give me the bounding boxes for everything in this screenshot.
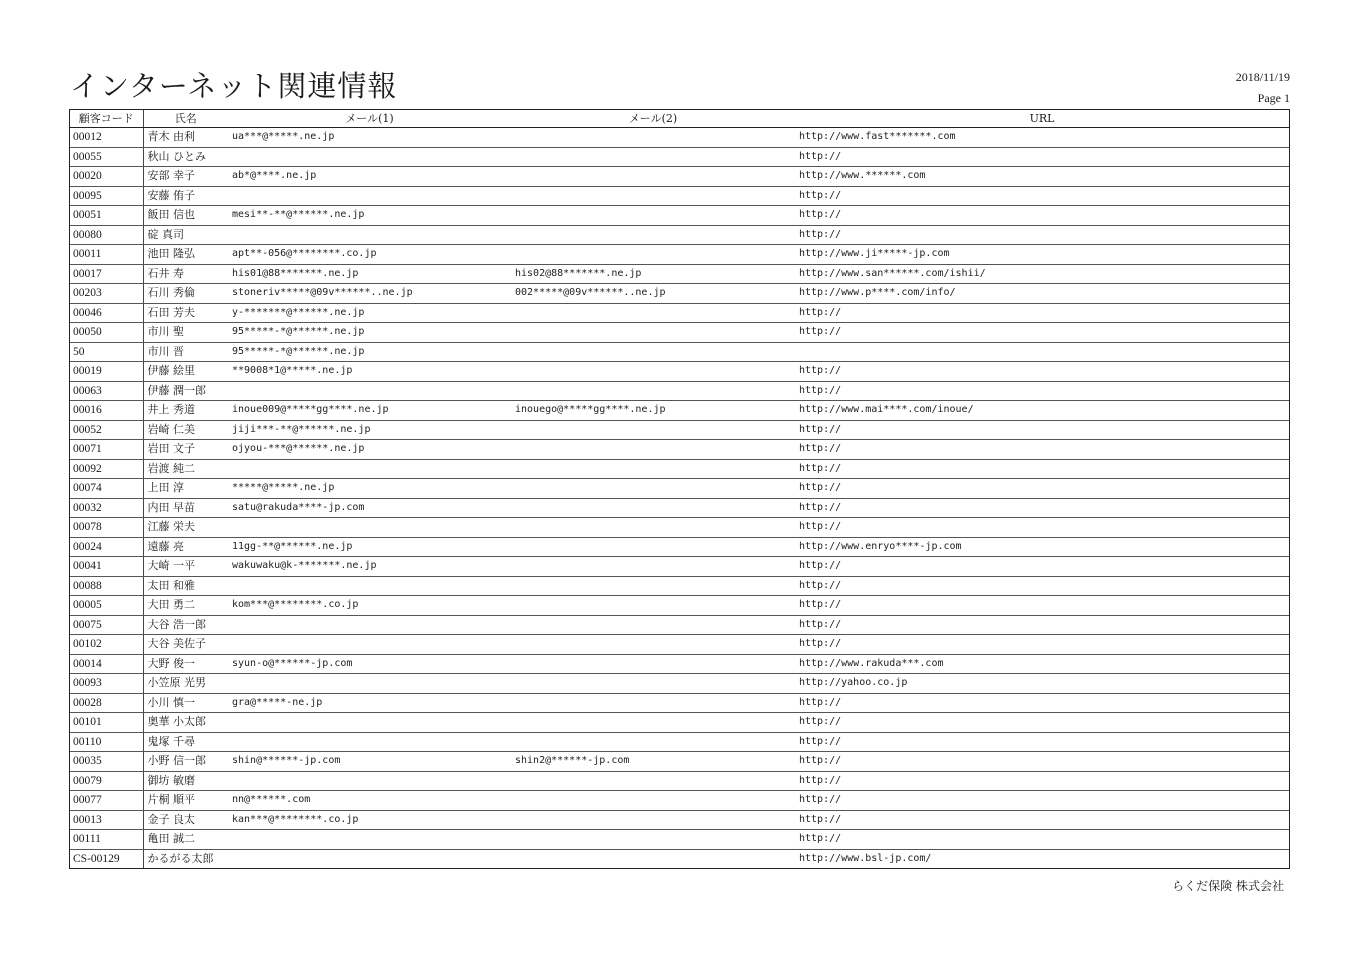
customer-name-cell: 岩崎 仁美	[143, 420, 228, 440]
customer-code-cell: 00110	[70, 732, 143, 752]
email1-cell	[228, 732, 511, 752]
url-cell: http://www.ji*****-jp.com	[795, 245, 1289, 265]
customer-code-cell: 00203	[70, 284, 143, 304]
customer-name-cell: 大野 俊一	[143, 654, 228, 674]
customer-code-cell: 00071	[70, 440, 143, 460]
url-cell: http://www.enryo****-jp.com	[795, 537, 1289, 557]
email1-cell: mesi**-**@******.ne.jp	[228, 206, 511, 226]
customer-code-cell: 00101	[70, 713, 143, 733]
customer-name-cell: 市川 聖	[143, 323, 228, 343]
customer-code-cell: 00088	[70, 576, 143, 596]
email2-cell: 002*****@09v******..ne.jp	[511, 284, 795, 304]
email1-cell: 11gg-**@******.ne.jp	[228, 537, 511, 557]
email1-cell	[228, 186, 511, 206]
url-cell: http://	[795, 830, 1289, 850]
table-row	[70, 615, 1289, 635]
url-cell: http://	[795, 518, 1289, 538]
page-number: Page 1	[1257, 91, 1290, 105]
table-body	[70, 128, 1289, 869]
table-row	[70, 537, 1289, 557]
customer-code-cell: 00051	[70, 206, 143, 226]
email2-cell	[511, 225, 795, 245]
email2-cell	[511, 537, 795, 557]
table-row	[70, 186, 1289, 206]
url-cell: http://	[795, 303, 1289, 323]
url-cell: http://www.rakuda***.com	[795, 654, 1289, 674]
email2-cell	[511, 732, 795, 752]
customer-code-cell: 00095	[70, 186, 143, 206]
customer-code-cell: 00077	[70, 791, 143, 811]
customer-code-cell: 00005	[70, 596, 143, 616]
email1-cell: apt**-056@********.co.jp	[228, 245, 511, 265]
email2-cell	[511, 323, 795, 343]
customer-code-cell: 00078	[70, 518, 143, 538]
table-row	[70, 518, 1289, 538]
url-cell: http://www.san******.com/ishii/	[795, 264, 1289, 284]
url-cell: http://	[795, 791, 1289, 811]
email2-cell	[511, 557, 795, 577]
table-row	[70, 830, 1289, 850]
table-row	[70, 732, 1289, 752]
customer-name-cell: 石田 芳夫	[143, 303, 228, 323]
table-row	[70, 771, 1289, 791]
url-cell: http://	[795, 459, 1289, 479]
customer-name-cell: 井上 秀道	[143, 401, 228, 421]
email2-cell	[511, 342, 795, 362]
email2-cell	[511, 830, 795, 850]
customer-name-cell: 上田 淳	[143, 479, 228, 499]
email1-cell: syun-o@******-jp.com	[228, 654, 511, 674]
customer-code-cell: 00019	[70, 362, 143, 382]
email1-cell	[228, 576, 511, 596]
email1-cell: stoneriv*****@09v******..ne.jp	[228, 284, 511, 304]
customer-code-cell: 00032	[70, 498, 143, 518]
customer-code-cell: 00041	[70, 557, 143, 577]
email1-cell	[228, 674, 511, 694]
url-cell: http://	[795, 713, 1289, 733]
customer-code-cell: 00093	[70, 674, 143, 694]
customer-name-cell: 池田 隆弘	[143, 245, 228, 265]
column-header-mail2: メール(2)	[511, 110, 795, 128]
customer-code-cell: 00074	[70, 479, 143, 499]
url-cell: http://www.******.com	[795, 167, 1289, 187]
email2-cell	[511, 245, 795, 265]
customer-code-cell: 00075	[70, 615, 143, 635]
email1-cell	[228, 518, 511, 538]
email1-cell: *****@*****.ne.jp	[228, 479, 511, 499]
customer-code-cell: 00024	[70, 537, 143, 557]
column-header-name: 氏名	[143, 110, 228, 128]
email1-cell: jiji***-**@******.ne.jp	[228, 420, 511, 440]
customer-name-cell: 遠藤 亮	[143, 537, 228, 557]
customer-code-cell: 50	[70, 342, 143, 362]
email2-cell: his02@88*******.ne.jp	[511, 264, 795, 284]
url-cell: http://	[795, 576, 1289, 596]
customer-code-cell: 00046	[70, 303, 143, 323]
url-cell: http://	[795, 479, 1289, 499]
url-cell: http://	[795, 693, 1289, 713]
customer-code-cell: 00014	[70, 654, 143, 674]
email2-cell	[511, 381, 795, 401]
email1-cell	[228, 225, 511, 245]
email2-cell: shin2@******-jp.com	[511, 752, 795, 772]
table-row	[70, 498, 1289, 518]
table-row	[70, 752, 1289, 772]
customer-code-cell: 00080	[70, 225, 143, 245]
customer-name-cell: 小川 慎一	[143, 693, 228, 713]
table-row	[70, 654, 1289, 674]
customer-code-cell: 00055	[70, 147, 143, 167]
customer-table-frame	[69, 109, 1290, 869]
email2-cell	[511, 791, 795, 811]
table-row	[70, 557, 1289, 577]
customer-name-cell: 大谷 美佐子	[143, 635, 228, 655]
customer-name-cell: 小笠原 光男	[143, 674, 228, 694]
table-row	[70, 342, 1289, 362]
table-row	[70, 323, 1289, 343]
url-cell: http://www.mai****.com/inoue/	[795, 401, 1289, 421]
email1-cell	[228, 713, 511, 733]
url-cell: http://	[795, 440, 1289, 460]
customer-code-cell: 00011	[70, 245, 143, 265]
customer-name-cell: 大田 勇二	[143, 596, 228, 616]
customer-code-cell: 00079	[70, 771, 143, 791]
email2-cell	[511, 479, 795, 499]
email1-cell: **9008*1@*****.ne.jp	[228, 362, 511, 382]
url-cell: http://	[795, 147, 1289, 167]
url-cell: http://	[795, 635, 1289, 655]
customer-name-cell: 安藤 侑子	[143, 186, 228, 206]
url-cell: http://www.p****.com/info/	[795, 284, 1289, 304]
email1-cell	[228, 147, 511, 167]
table-row	[70, 693, 1289, 713]
column-header-code: 顧客コード	[70, 110, 143, 128]
customer-name-cell: 青木 由利	[143, 128, 228, 148]
email2-cell	[511, 849, 795, 868]
email2-cell	[511, 674, 795, 694]
email1-cell: satu@rakuda****-jp.com	[228, 498, 511, 518]
email1-cell: inoue009@*****gg****.ne.jp	[228, 401, 511, 421]
email1-cell: ua***@*****.ne.jp	[228, 128, 511, 148]
url-cell: http://	[795, 771, 1289, 791]
email2-cell	[511, 654, 795, 674]
customer-name-cell: 江藤 栄夫	[143, 518, 228, 538]
customer-name-cell: 片桐 順平	[143, 791, 228, 811]
customer-name-cell: 太田 和雅	[143, 576, 228, 596]
customer-name-cell: 碇 真司	[143, 225, 228, 245]
email2-cell	[511, 810, 795, 830]
email2-cell	[511, 615, 795, 635]
table-row	[70, 810, 1289, 830]
customer-name-cell: 御坊 敏磨	[143, 771, 228, 791]
email1-cell: 95*****-*@******.ne.jp	[228, 342, 511, 362]
email2-cell	[511, 693, 795, 713]
url-cell: http://	[795, 186, 1289, 206]
table-row	[70, 206, 1289, 226]
customer-name-cell: 伊藤 潤一郎	[143, 381, 228, 401]
table-row	[70, 264, 1289, 284]
customer-code-cell: 00013	[70, 810, 143, 830]
customer-code-cell: 00063	[70, 381, 143, 401]
url-cell: http://	[795, 732, 1289, 752]
email2-cell	[511, 128, 795, 148]
email2-cell	[511, 440, 795, 460]
email1-cell: 95*****-*@******.ne.jp	[228, 323, 511, 343]
table-row	[70, 479, 1289, 499]
customer-table	[70, 110, 1289, 868]
email1-cell: gra@*****-ne.jp	[228, 693, 511, 713]
email2-cell	[511, 147, 795, 167]
report-title: インターネット関連情報	[70, 69, 398, 103]
customer-code-cell: 00012	[70, 128, 143, 148]
customer-code-cell: 00028	[70, 693, 143, 713]
customer-name-cell: 内田 早苗	[143, 498, 228, 518]
report-date: 2018/11/19	[1235, 70, 1290, 84]
email1-cell: his01@88*******.ne.jp	[228, 264, 511, 284]
email2-cell	[511, 576, 795, 596]
email1-cell	[228, 849, 511, 868]
url-cell: http://	[795, 557, 1289, 577]
email1-cell	[228, 459, 511, 479]
table-row	[70, 635, 1289, 655]
customer-code-cell: 00092	[70, 459, 143, 479]
customer-code-cell: 00016	[70, 401, 143, 421]
table-row	[70, 147, 1289, 167]
customer-name-cell: 大崎 一平	[143, 557, 228, 577]
url-cell: http://	[795, 615, 1289, 635]
customer-name-cell: 石井 寿	[143, 264, 228, 284]
email1-cell: ab*@****.ne.jp	[228, 167, 511, 187]
table-row	[70, 401, 1289, 421]
email2-cell: inouego@*****gg****.ne.jp	[511, 401, 795, 421]
table-row	[70, 128, 1289, 148]
table-row	[70, 245, 1289, 265]
customer-name-cell: 鬼塚 千尋	[143, 732, 228, 752]
url-cell: http://	[795, 225, 1289, 245]
table-row	[70, 440, 1289, 460]
customer-name-cell: 伊藤 絵里	[143, 362, 228, 382]
customer-code-cell: 00050	[70, 323, 143, 343]
table-row	[70, 381, 1289, 401]
customer-code-cell: 00035	[70, 752, 143, 772]
email2-cell	[511, 420, 795, 440]
customer-name-cell: 市川 晋	[143, 342, 228, 362]
table-row	[70, 459, 1289, 479]
customer-name-cell: 秋山 ひとみ	[143, 147, 228, 167]
table-header-row	[70, 110, 1289, 128]
customer-name-cell: 飯田 信也	[143, 206, 228, 226]
customer-name-cell: 岩田 文子	[143, 440, 228, 460]
email2-cell	[511, 518, 795, 538]
email1-cell: wakuwaku@k-*******.ne.jp	[228, 557, 511, 577]
email2-cell	[511, 635, 795, 655]
email2-cell	[511, 167, 795, 187]
email2-cell	[511, 206, 795, 226]
email1-cell	[228, 615, 511, 635]
table-row	[70, 596, 1289, 616]
customer-code-cell: 00102	[70, 635, 143, 655]
email1-cell: ojyou-***@******.ne.jp	[228, 440, 511, 460]
email2-cell	[511, 713, 795, 733]
url-cell: http://	[795, 323, 1289, 343]
email1-cell: y-*******@******.ne.jp	[228, 303, 511, 323]
table-row	[70, 674, 1289, 694]
email1-cell	[228, 771, 511, 791]
email2-cell	[511, 186, 795, 206]
url-cell	[795, 342, 1289, 362]
customer-name-cell: 岩渡 純二	[143, 459, 228, 479]
url-cell: http://	[795, 362, 1289, 382]
column-header-url: URL	[795, 110, 1289, 128]
table-row	[70, 420, 1289, 440]
customer-name-cell: 石川 秀倫	[143, 284, 228, 304]
table-row	[70, 225, 1289, 245]
table-row	[70, 576, 1289, 596]
email2-cell	[511, 498, 795, 518]
email1-cell	[228, 635, 511, 655]
email2-cell	[511, 362, 795, 382]
email1-cell: nn@******.com	[228, 791, 511, 811]
email1-cell: shin@******-jp.com	[228, 752, 511, 772]
url-cell: http://	[795, 420, 1289, 440]
customer-code-cell: 00017	[70, 264, 143, 284]
customer-code-cell: 00020	[70, 167, 143, 187]
customer-code-cell: 00052	[70, 420, 143, 440]
customer-name-cell: 亀田 誠二	[143, 830, 228, 850]
email2-cell	[511, 771, 795, 791]
table-row	[70, 167, 1289, 187]
customer-name-cell: 大谷 浩一郎	[143, 615, 228, 635]
customer-name-cell: 小野 信一郎	[143, 752, 228, 772]
url-cell: http://	[795, 596, 1289, 616]
table-row	[70, 791, 1289, 811]
url-cell: http://www.bsl-jp.com/	[799, 852, 932, 864]
table-row	[70, 303, 1289, 323]
url-cell: http://	[795, 381, 1289, 401]
url-cell: http://	[795, 752, 1289, 772]
table-row	[70, 849, 1289, 868]
url-cell: http://	[795, 810, 1289, 830]
email1-cell: kan***@********.co.jp	[228, 810, 511, 830]
customer-name-cell: かるがる太郎	[147, 851, 214, 865]
customer-code-cell: CS-00129	[70, 849, 143, 868]
url-cell: http://www.fast*******.com	[795, 128, 1289, 148]
column-header-mail1: メール(1)	[228, 110, 511, 128]
email2-cell	[511, 303, 795, 323]
email1-cell	[228, 381, 511, 401]
company-name: らくだ保険 株式会社	[1172, 879, 1284, 893]
customer-name-cell: 奥華 小太郎	[143, 713, 228, 733]
url-cell: http://	[795, 498, 1289, 518]
email2-cell	[511, 596, 795, 616]
email1-cell: kom***@********.co.jp	[228, 596, 511, 616]
table-row	[70, 284, 1289, 304]
email2-cell	[511, 459, 795, 479]
customer-name-cell: 金子 良太	[143, 810, 228, 830]
table-row	[70, 362, 1289, 382]
email1-cell	[228, 830, 511, 850]
customer-code-cell: 00111	[70, 830, 143, 850]
customer-name-cell: 安部 幸子	[143, 167, 228, 187]
url-cell: http://yahoo.co.jp	[795, 674, 1289, 694]
url-cell: http://	[795, 206, 1289, 226]
table-row	[70, 713, 1289, 733]
